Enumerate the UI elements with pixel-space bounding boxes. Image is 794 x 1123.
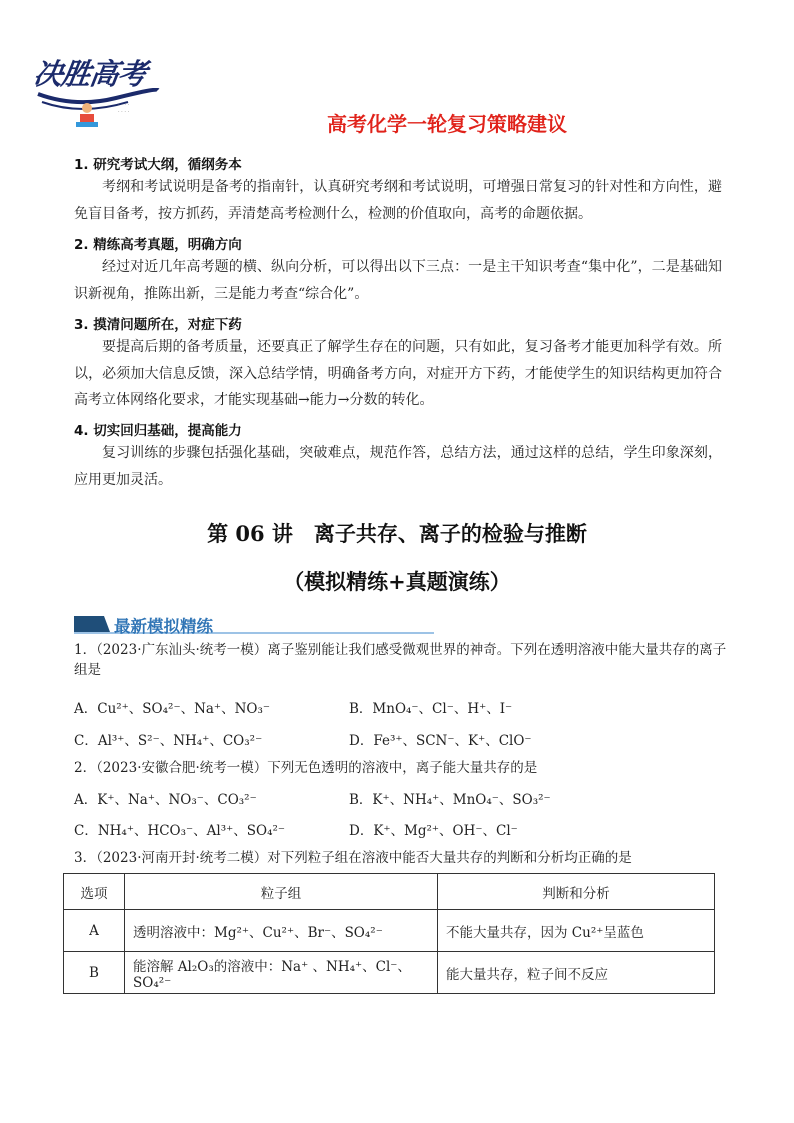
section-heading-1: 1. 研究考试大纲，循纲务本: [74, 157, 242, 173]
question-2-option-d[interactable]: D．K⁺、Mg²⁺、OH⁻、Cl⁻: [349, 823, 518, 839]
logo-tagline-line-1: · · · ·: [118, 102, 130, 108]
table-cell: 不能大量共存，因为 Cu²⁺呈蓝色: [438, 910, 715, 952]
lecture-subtitle: （模拟精练+真题演练）: [283, 569, 511, 594]
question-2-option-a[interactable]: A．K⁺、Na⁺、NO₃⁻、CO₃²⁻: [74, 792, 257, 808]
section-body-2: 经过对近几年高考题的横、纵向分析，可以得出以下三点：一是主干知识考查“集中化”，二是基础知识新视角，推陈出新，三是能力考查“综合化”。: [74, 259, 722, 302]
question-2-stem: 2．（2023·安徽合肥·统考一模）下列无色透明的溶液中，离子能大量共存的是: [74, 760, 538, 776]
page-title: 高考化学一轮复习策略建议: [327, 112, 567, 136]
logo-text: 决胜高考: [31, 57, 149, 91]
question-1-stem: 1．（2023·广东汕头·统考一模）离子鉴别能让我们感受微观世界的神奇。下列在透明溶液中能大量共存的离子组是: [74, 642, 727, 678]
table-cell: A: [64, 910, 125, 952]
table-header-row: [64, 874, 715, 910]
section-heading-3: 3. 摸清问题所在，对症下药: [74, 317, 242, 333]
question-3-stem: 3．（2023·河南开封·统考二模）对下列粒子组在溶液中能否大量共存的判断和分析均正确的是: [74, 850, 632, 866]
table-cell: 能大量共存，粒子间不反应: [438, 952, 715, 994]
question-1-option-c[interactable]: C．Al³⁺、S²⁻、NH₄⁺、CO₃²⁻: [74, 733, 263, 749]
section-body-3: 要提高后期的备考质量，还要真正了解学生存在的问题，只有如此，复习备考才能更加科学有效。所以，必须加大信息反馈，深入总结学情，明确备考方向，对症开方下药，才能使学生的知识结构更加符合高考立体网络化要求，才能实现基础→能力→分数的转化。: [74, 339, 722, 408]
question-3-table: [63, 873, 715, 994]
banner-label: 最新模拟精练: [114, 617, 213, 636]
question-1-option-a[interactable]: A．Cu²⁺、SO₄²⁻、Na⁺、NO₃⁻: [74, 701, 270, 717]
table-header-cell: 粒子组: [125, 874, 438, 910]
logo-tagline-line-2: · · · ·: [118, 109, 130, 115]
table-cell: B: [64, 952, 125, 994]
section-body-1: 考纲和考试说明是备考的指南针，认真研究考纲和考试说明，可增强日常复习的针对性和方向性，避免盲目备考，按方抓药，弄清楚高考检测什么，检测的价值取向，高考的命题依据。: [74, 179, 722, 222]
question-2-option-b[interactable]: B．K⁺、NH₄⁺、MnO₄⁻、SO₃²⁻: [349, 792, 551, 808]
table-row: [64, 910, 715, 952]
table-header-cell: 选项: [64, 874, 125, 910]
table-cell: 透明溶液中：Mg²⁺、Cu²⁺、Br⁻、SO₄²⁻: [125, 910, 438, 952]
table-cell: 能溶解 Al₂O₃的溶液中：Na⁺ 、NH₄⁺、Cl⁻、SO₄²⁻: [125, 952, 438, 994]
section-heading-2: 2. 精练高考真题，明确方向: [74, 237, 242, 253]
table-row: [64, 952, 715, 994]
question-1-option-b[interactable]: B．MnO₄⁻、Cl⁻、H⁺、I⁻: [349, 701, 513, 717]
lecture-title: 第 06 讲 离子共存、离子的检验与推断: [207, 521, 587, 546]
section-body-4: 复习训练的步骤包括强化基础，突破难点，规范作答，总结方法，通过这样的总结，学生印象深刻，应用更加灵活。: [74, 445, 722, 488]
question-2-option-c[interactable]: C．NH₄⁺、HCO₃⁻、Al³⁺、SO₄²⁻: [74, 823, 286, 839]
section-heading-4: 4. 切实回归基础，提高能力: [74, 423, 242, 439]
table-header-cell: 判断和分析: [438, 874, 715, 910]
question-1-option-d[interactable]: D．Fe³⁺、SCN⁻、K⁺、ClO⁻: [349, 733, 532, 749]
section-banner: [74, 612, 434, 636]
